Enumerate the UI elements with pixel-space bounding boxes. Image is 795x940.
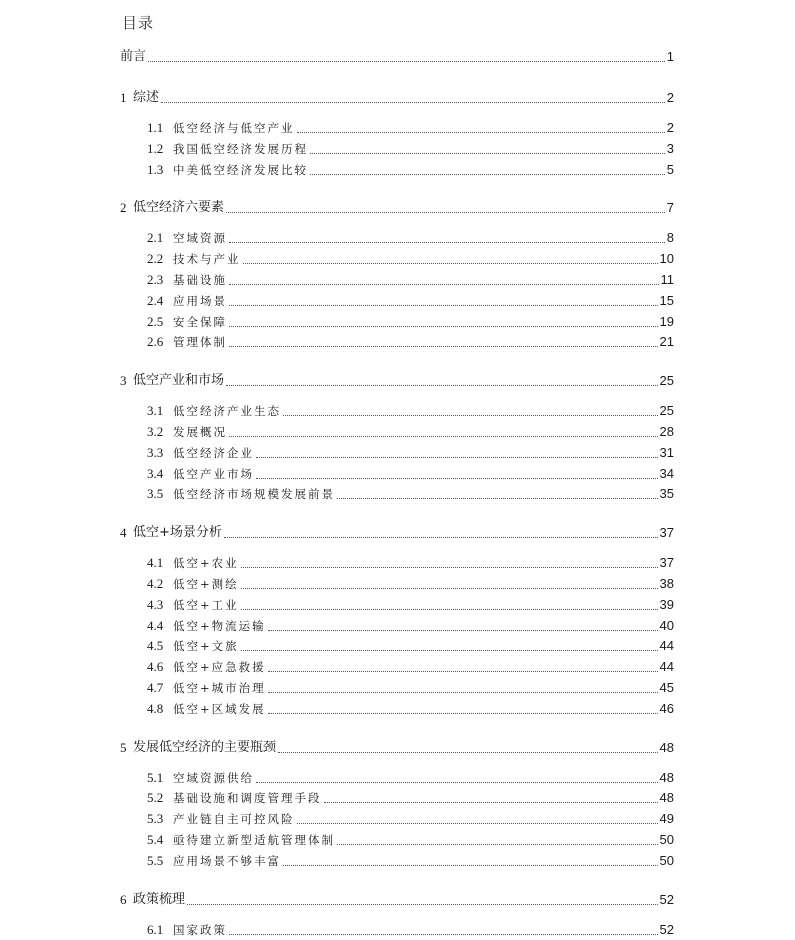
toc-page-number: 31 [659,444,674,460]
toc-page-number: 2 [666,90,674,105]
toc-entry-number: 2.1 [147,230,164,246]
toc-chapter-6[interactable] [0,890,795,910]
toc-entry-label: 发展低空经济的主要瓶颈 [133,739,277,755]
dot-leader [337,484,658,499]
toc-page-number: 8 [666,230,674,246]
toc-section-5-5[interactable] [0,851,795,871]
toc-entry-label: 低空+物流运输 [173,618,266,633]
toc-entry-number: 3.5 [147,486,164,502]
toc-entry-number: 1 [120,90,127,105]
dot-leader [310,139,665,154]
toc-entry-label: 国家政策 [173,922,227,937]
toc-entry-number: 2.3 [147,272,164,287]
toc-section-2-2[interactable] [0,249,795,269]
dot-leader [226,371,658,386]
toc-entry-number: 2.5 [147,313,164,329]
toc-page-number: 48 [659,790,674,806]
toc-entry-number: 4.8 [147,700,164,716]
toc-entry-number: 4.5 [147,638,164,654]
toc-chapter-5[interactable] [0,738,795,758]
toc-entry-number: 4.3 [147,596,164,612]
toc-title: 目录 [122,14,155,32]
dot-leader [229,270,659,285]
toc-entry-number: 6 [120,891,127,907]
toc-section-4-1[interactable] [0,553,795,573]
toc-entry-number: 1.1 [147,120,164,135]
toc-page-number: 1 [666,49,674,64]
toc-section-3-3[interactable] [0,443,795,463]
toc-entry-number: 5.5 [147,852,164,868]
toc-page-number: 34 [659,465,674,481]
toc-entry-label: 低空产业和市场 [133,373,225,389]
dot-leader [229,332,658,347]
toc-entry-number: 4.6 [147,659,164,675]
toc-entry-label: 低空经济市场规模发展前景 [173,487,335,502]
toc-entry-label: 我国低空经济发展历程 [173,141,308,156]
toc-section-1-1[interactable] [0,118,795,138]
toc-entry-number: 2.6 [147,334,164,350]
toc-entry-number: 4.1 [147,555,164,571]
toc-section-2-1[interactable] [0,228,795,248]
toc-entry-label: 低空产业市场 [173,466,254,481]
dot-leader [229,228,665,243]
toc-section-2-4[interactable] [0,291,795,311]
toc-page-number: 28 [659,424,674,439]
toc-entry-number: 3.3 [147,444,164,460]
toc-entry-number: 3 [120,373,127,389]
toc-chapter-1[interactable] [0,88,795,108]
toc-entry-number: 5 [120,739,127,755]
toc-entry-label: 低空+文旅 [173,639,239,654]
toc-section-1-3[interactable] [0,160,795,180]
toc-entry-label: 亟待建立新型适航管理体制 [173,833,335,847]
toc-page-number: 10 [659,251,674,267]
dot-leader [161,88,665,103]
dot-leader [310,160,665,175]
toc-entry-label: 低空经济六要素 [133,200,225,216]
toc-chapter-4[interactable] [0,523,795,543]
toc-entry-label: 低空+工业 [173,597,239,612]
dot-leader [241,574,658,589]
toc-entry-label: 低空经济企业 [173,445,254,460]
toc-entry-label: 中美低空经济发展比较 [173,162,308,177]
toc-page-number: 21 [659,334,674,350]
dot-leader [229,291,658,306]
toc-section-5-1[interactable] [0,768,795,788]
toc-entry-label: 管理体制 [173,335,227,350]
toc-entry-number: 5.2 [147,790,164,806]
toc-page-number: 52 [659,891,674,907]
toc-entry-label: 低空+应急救援 [173,660,266,675]
toc-section-1-2[interactable] [0,139,795,159]
toc-entry-number: 4.4 [147,617,164,633]
toc-page-number: 19 [659,313,674,329]
dot-leader [241,595,658,610]
dot-leader [297,118,665,133]
dot-leader [278,738,658,753]
toc-page-number: 48 [659,739,674,755]
toc-section-5-3[interactable] [0,809,795,829]
dot-leader [337,830,658,845]
toc-section-2-3[interactable] [0,270,795,290]
toc-entry-number: 2.2 [147,251,164,267]
toc-entry-number: 1.2 [147,140,164,156]
toc-page-number: 35 [659,486,674,502]
toc-chapter-3[interactable] [0,371,795,391]
dot-leader [283,851,658,866]
toc-entry-label: 技术与产业 [173,252,241,267]
toc-section-3-4[interactable] [0,464,795,484]
dot-leader [268,616,658,631]
dot-leader [256,768,658,783]
dot-leader [229,312,658,327]
toc-section-3-2[interactable] [0,422,795,442]
toc-page-number: 15 [659,292,674,308]
toc-page-number: 25 [659,373,674,389]
dot-leader [268,678,658,693]
dot-leader [229,422,658,437]
toc-entry-label: 基础设施 [173,273,227,287]
toc-page-number: 44 [659,638,674,654]
toc-page-number: 11 [660,272,674,287]
toc-section-3-1[interactable] [0,401,795,421]
toc-entry-label: 产业链自主可控风险 [173,812,295,827]
toc-section-2-6[interactable] [0,332,795,352]
toc-section-4-7[interactable] [0,678,795,698]
dot-leader [187,890,658,905]
toc-page-number: 25 [659,403,674,419]
toc-section-4-5[interactable] [0,636,795,656]
toc-page-number: 38 [659,576,674,591]
dot-leader [229,920,658,935]
dot-leader [268,699,658,714]
toc-page-number: 5 [666,161,674,177]
toc-entry-label: 低空+测绘 [173,577,239,591]
toc-entry-label: 空域资源供给 [173,770,254,785]
toc-entry-label: 低空+农业 [173,556,239,571]
toc-entry-number: 1.3 [147,161,164,177]
toc-page-number: 48 [659,769,674,785]
toc-entry-preface[interactable] [0,47,795,67]
dot-leader [297,809,658,824]
toc-page-number: 37 [659,525,674,541]
toc-entry-number: 5.4 [147,832,164,847]
toc-section-4-4[interactable] [0,616,795,636]
dot-leader [241,636,658,651]
toc-entry-number: 2.4 [147,292,164,308]
toc-page-number: 39 [659,596,674,612]
toc-entry-label: 发展概况 [173,425,227,439]
toc-section-4-2[interactable] [0,574,795,594]
dot-leader [241,553,658,568]
toc-page-number: 52 [659,921,674,937]
toc-section-4-6[interactable] [0,657,795,677]
toc-entry-label: 应用场景 [173,293,227,308]
toc-entry-number: 4 [120,525,127,541]
toc-entry-label: 低空经济与低空产业 [173,121,295,135]
toc-entry-label: 综述 [133,90,160,105]
dot-leader [226,198,665,213]
toc-page-number: 46 [659,700,674,716]
dot-leader [148,47,665,62]
dot-leader [224,523,658,538]
toc-page-number: 37 [659,555,674,571]
dot-leader [256,443,658,458]
toc-entry-label: 前言 [120,49,147,64]
toc-entry-number: 5.3 [147,811,164,827]
toc-entry-label: 低空经济产业生态 [173,404,281,419]
toc-entry-number: 5.1 [147,769,164,785]
toc-entry-label: 空域资源 [173,231,227,246]
toc-entry-number: 3.1 [147,403,164,419]
toc-entry-label: 安全保障 [173,314,227,329]
dot-leader [256,464,658,479]
toc-chapter-2[interactable] [0,198,795,218]
toc-entry-number: 3.4 [147,465,164,481]
toc-entry-number: 4.7 [147,680,164,695]
toc-entry-number: 2 [120,200,127,216]
toc-entry-number: 4.2 [147,576,164,591]
toc-entry-number: 3.2 [147,424,164,439]
dot-leader [268,657,658,672]
toc-entry-number: 6.1 [147,921,164,937]
toc-page-number: 2 [666,120,674,135]
toc-entry-label: 低空+场景分析 [133,525,222,541]
toc-entry-label: 低空+区域发展 [173,701,266,716]
toc-section-5-2[interactable] [0,788,795,808]
toc-page-number: 49 [659,811,674,827]
toc-page-number: 7 [666,200,674,216]
toc-page-number: 50 [659,852,674,868]
toc-section-4-8[interactable] [0,699,795,719]
toc-entry-label: 低空+城市治理 [173,681,266,695]
toc-page-number: 3 [666,140,674,156]
toc-section-4-3[interactable] [0,595,795,615]
toc-entry-label: 基础设施和调度管理手段 [173,791,322,806]
toc-page-number: 45 [659,680,674,695]
toc-page-number: 44 [659,659,674,675]
dot-leader [283,401,658,416]
toc-page-number: 40 [659,617,674,633]
toc-section-5-4[interactable] [0,830,795,850]
dot-leader [243,249,658,264]
toc-section-2-5[interactable] [0,312,795,332]
dot-leader [324,788,658,803]
toc-section-3-5[interactable] [0,484,795,504]
toc-page-number: 50 [659,832,674,847]
toc-entry-label: 应用场景不够丰富 [173,853,281,868]
toc-entry-label: 政策梳理 [133,891,186,907]
